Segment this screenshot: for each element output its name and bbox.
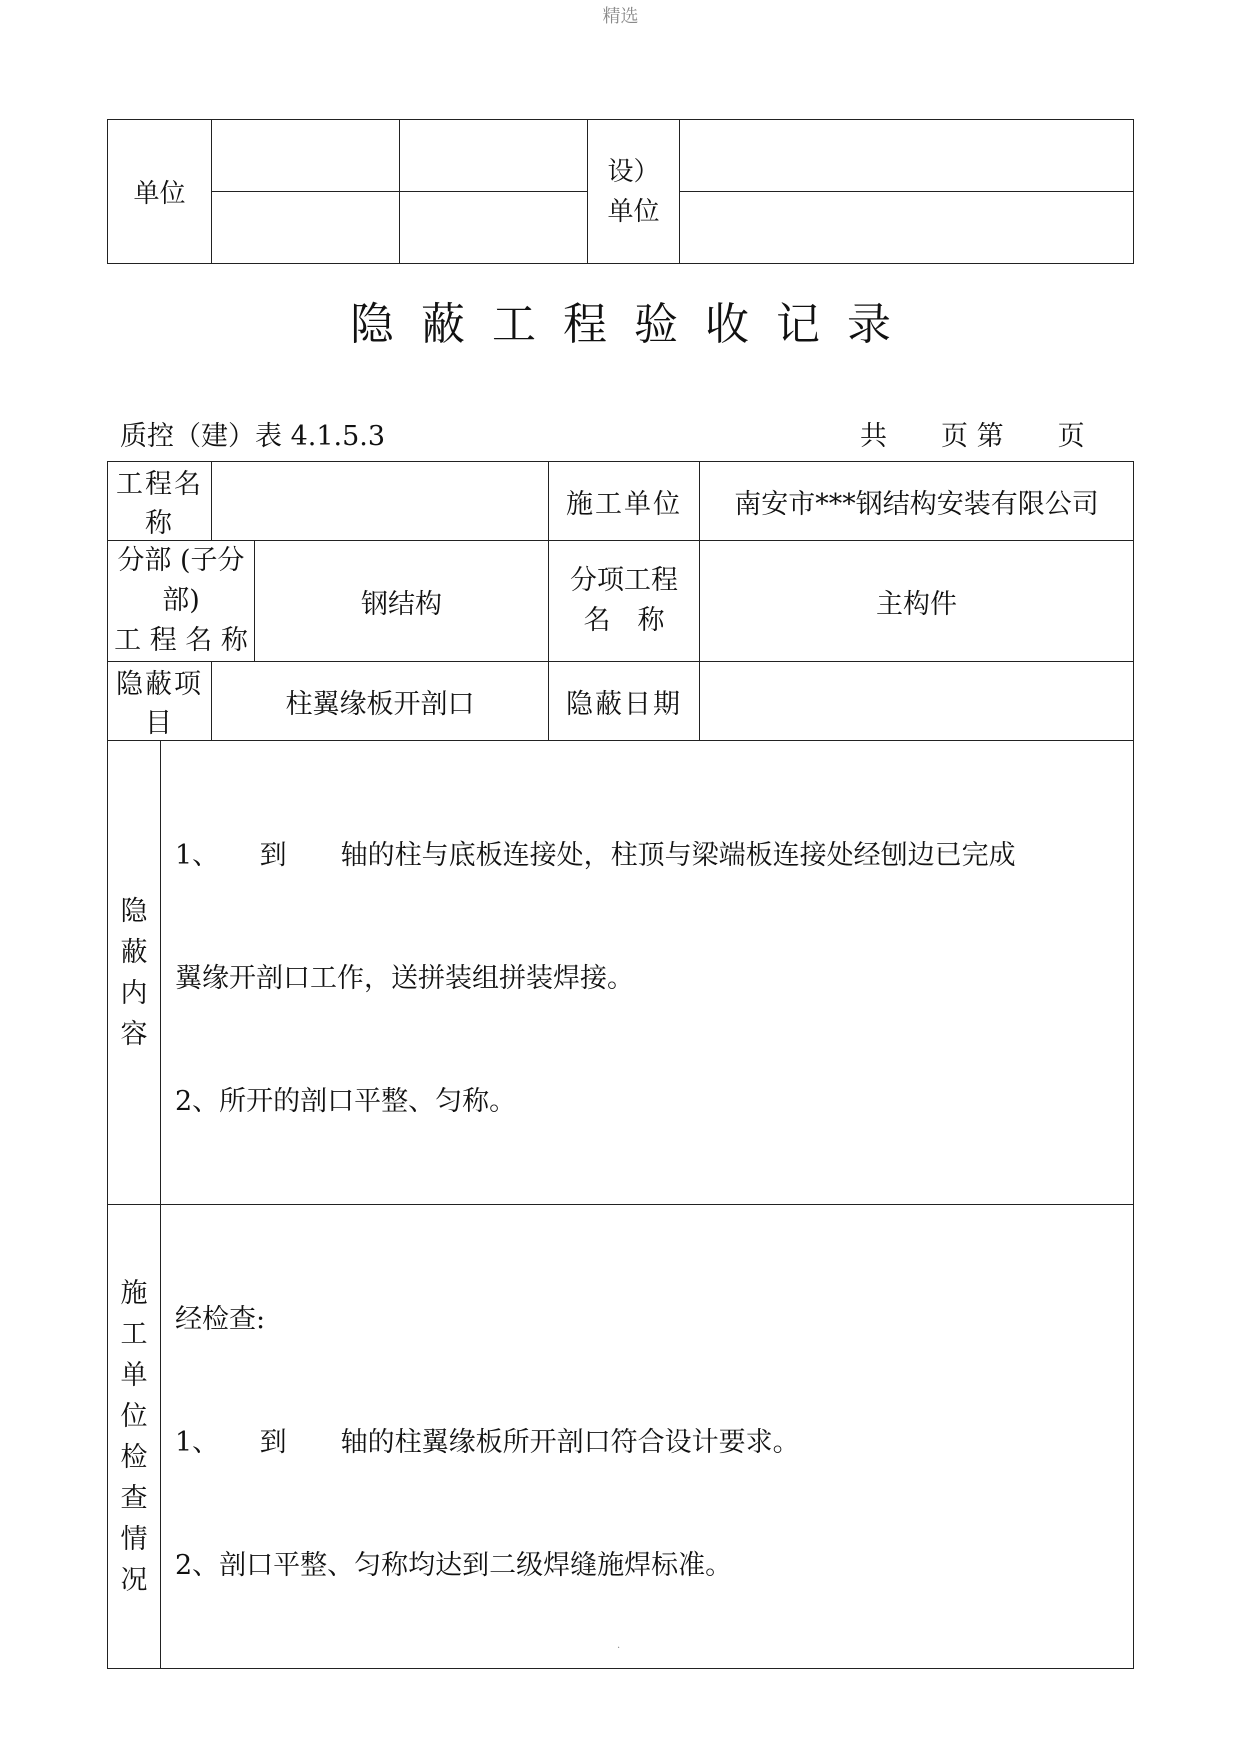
subdivision-value: 钢结构 bbox=[361, 588, 442, 620]
page-counter: 共 页 第 页 bbox=[860, 421, 1085, 452]
content-line: 翼缘开剖口工作，送拼装组拼装焊接。 bbox=[175, 963, 634, 994]
construction-unit-label: 施工单位 bbox=[566, 488, 682, 520]
concealed-date-label-cell bbox=[549, 662, 700, 741]
check-line: 经检查: bbox=[175, 1304, 266, 1335]
concealed-item-label: 隐蔽项目 bbox=[116, 669, 203, 739]
check-line: 1、 到 轴的柱翼缘板所开剖口符合设计要求。 bbox=[175, 1427, 800, 1458]
footer-mark: . bbox=[617, 1640, 621, 1651]
form-number: 质控（建）表 4.1.5.3 bbox=[120, 421, 386, 452]
subitem-label-line2: 名 称 bbox=[583, 605, 665, 636]
concealed-date-label: 隐蔽日期 bbox=[566, 688, 682, 720]
check-label-cell bbox=[108, 1205, 161, 1669]
check-label-line1: 施工 bbox=[120, 1277, 148, 1350]
check-label-line2: 单位 bbox=[120, 1359, 148, 1432]
check-label-line3: 检查 bbox=[120, 1441, 148, 1514]
design-unit-label-line2: 单位 bbox=[607, 196, 660, 227]
inspection-form-table bbox=[107, 461, 1134, 1669]
document-title: 隐蔽工程验收记录 bbox=[350, 299, 918, 350]
construction-unit-label-cell bbox=[549, 462, 700, 541]
blank-cell bbox=[400, 120, 588, 192]
check-line: 2、剖口平整、匀称均达到二级焊缝施焊标准。 bbox=[175, 1550, 733, 1581]
content-label-line2: 内容 bbox=[120, 977, 148, 1050]
project-name-label-cell bbox=[108, 462, 212, 541]
blank-cell bbox=[212, 192, 400, 264]
project-name-value bbox=[212, 462, 549, 541]
content-line: 1、 到 轴的柱与底板连接处，柱顶与梁端板连接处经刨边已完成 bbox=[175, 840, 1016, 871]
blank-cell bbox=[680, 192, 1134, 264]
concealed-date-value bbox=[700, 662, 1134, 741]
blank-cell bbox=[680, 120, 1134, 192]
subitem-value: 主构件 bbox=[876, 588, 957, 620]
subdivision-label-line1: 分部 (子分部) bbox=[117, 545, 245, 616]
subitem-label-line1: 分项工程 bbox=[570, 565, 678, 596]
top-signature-table bbox=[107, 119, 1134, 264]
unit-label: 单位 bbox=[133, 179, 186, 209]
project-name-label: 工程名称 bbox=[116, 469, 203, 539]
subdivision-value-cell bbox=[255, 541, 549, 662]
subitem-value-cell bbox=[700, 541, 1134, 662]
construction-unit-value: 南安市***钢结构安装有限公司 bbox=[734, 488, 1099, 520]
subdivision-label-line2: 工 程 名 称 bbox=[114, 625, 248, 656]
content-body-cell bbox=[161, 741, 1134, 1205]
subdivision-label-cell bbox=[108, 541, 255, 662]
unit-label-cell bbox=[108, 120, 212, 264]
content-label-line1: 隐蔽 bbox=[120, 895, 148, 968]
concealed-item-value-cell bbox=[212, 662, 549, 741]
content-line: 2、所开的剖口平整、匀称。 bbox=[175, 1086, 517, 1117]
content-label-cell bbox=[108, 741, 161, 1205]
check-body-cell bbox=[161, 1205, 1134, 1669]
watermark: 精选 bbox=[602, 6, 639, 27]
concealed-item-value: 柱翼缘板开剖口 bbox=[285, 688, 475, 720]
construction-unit-value-cell bbox=[700, 462, 1134, 541]
check-label-line4: 情况 bbox=[120, 1523, 148, 1596]
concealed-item-label-cell bbox=[108, 662, 212, 741]
design-unit-label-cell bbox=[588, 120, 680, 264]
subitem-label-cell bbox=[549, 541, 700, 662]
blank-cell bbox=[212, 120, 400, 192]
design-unit-label-line1: 设） bbox=[607, 156, 660, 187]
blank-cell bbox=[400, 192, 588, 264]
